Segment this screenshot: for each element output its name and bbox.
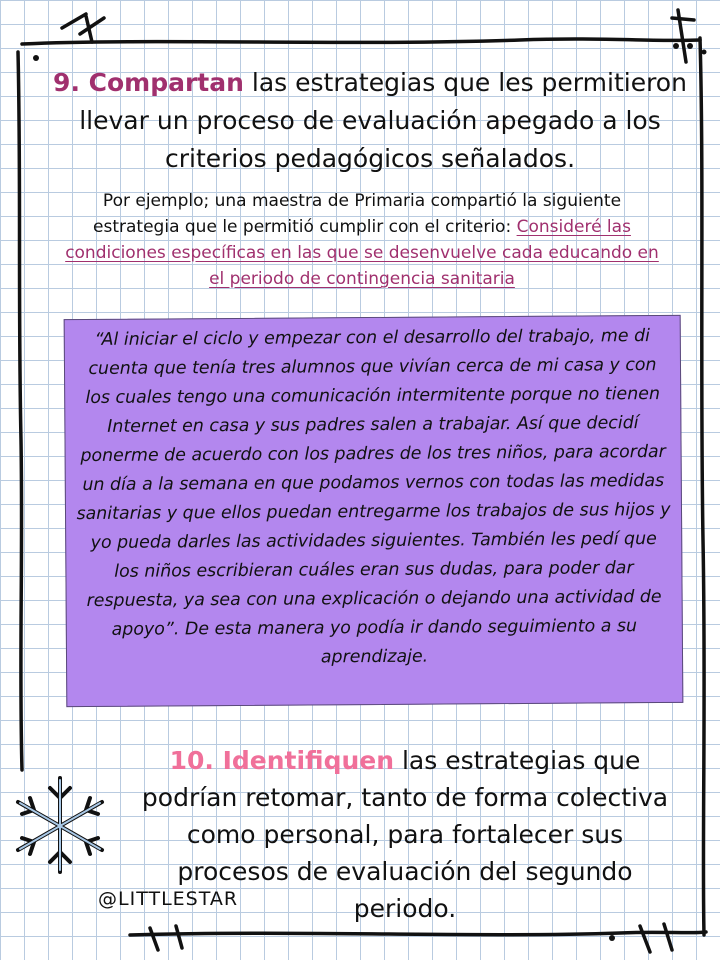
criterion-text: Consideré las condiciones específicas en las que se desenvuelve cada educando en el periodo de contingencia sanitaria [65, 217, 659, 289]
example-intro [62, 188, 662, 292]
example-intro-text: Por ejemplo; una maestra de Primaria compartió la siguiente estrategia que le permitió cumplir con el criterio: [93, 191, 622, 237]
question-9-text: las estrategias que les permitieron llevar un proceso de evaluación apegado a los criterios pedagógicos señalados. [79, 68, 687, 173]
question-9-heading: 9. Compartan [53, 68, 244, 97]
question-10-heading: 10. Identifiquen [169, 746, 395, 775]
watermark: @LITTLESTAR [98, 888, 239, 910]
teacher-quote-box [64, 315, 684, 707]
question-9 [40, 64, 700, 178]
teacher-quote-text: “Al iniciar el ciclo y empezar con el desarrollo del trabajo, me di cuenta que tenía tres alumnos que vivían cerca de mi casa y con los cuales tengo una comunicación intermitente porque no tienen Internet en casa y sus padres salen a trabajar. Así que decidí ponerme de acuerdo con los padres de los tres niños, para acordar un día a la semana en que podamos vernos con todas las medidas sanitarias y que ellos puedan entregarme los trabajos de sus hijos y yo pueda darles las actividades siguientes. También les pedí que los niños escribieran cuáles eran sus dudas, para poder dar respuesta, ya sea con una explicación o dejando una actividad de apoyo”. De esta manera yo podía ir dando seguimiento a su aprendizaje. [76, 326, 671, 668]
snowflake-icon [0, 770, 120, 880]
question-10-text: las estrategias que podrían retomar, tanto de forma colectiva como personal, para fortalecer sus procesos de evaluación del segundo periodo. [141, 746, 669, 923]
